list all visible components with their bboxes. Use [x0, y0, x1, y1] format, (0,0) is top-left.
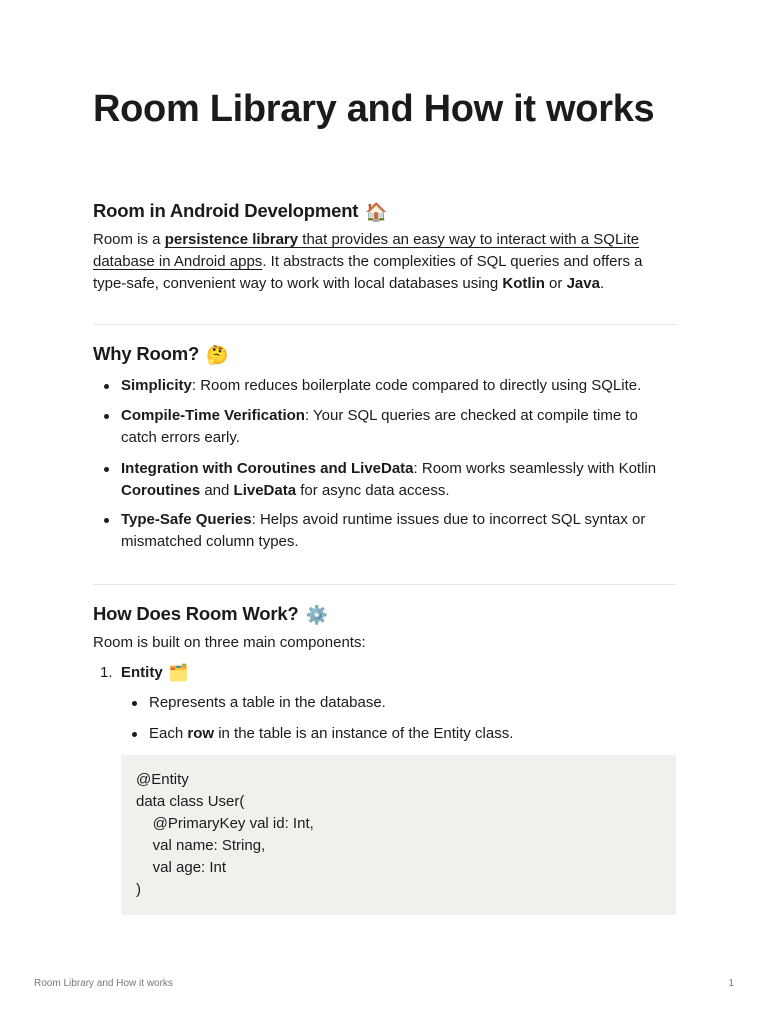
- code-line: val age: Int: [136, 859, 227, 876]
- code-line: @PrimaryKey val id: Int,: [136, 815, 314, 832]
- item-number: 1.: [100, 664, 113, 681]
- list-item: Compile-Time Verification: Your SQL queries are checked at compile time to catch errors early.: [93, 405, 676, 449]
- thinking-emoji-icon: 🤔: [206, 345, 229, 365]
- section-why-room: [93, 341, 676, 553]
- footer-title: Room Library and How it works: [34, 978, 173, 989]
- why-room-list: [93, 375, 676, 553]
- section-how-room-works: [93, 601, 676, 745]
- footer-page-number: 1: [728, 978, 734, 989]
- section-room-in-android: [93, 198, 676, 295]
- section-heading: Room in Android Development 🏠: [93, 200, 388, 222]
- section-divider: [93, 324, 676, 325]
- list-item: Type-Safe Queries: Helps avoid runtime issues due to incorrect SQL syntax or mismatched column types.: [93, 509, 676, 553]
- section-heading: How Does Room Work? ⚙️: [93, 603, 328, 625]
- persistence-library-link[interactable]: persistence library that provides an easy way to interact with a SQLite database in Android apps: [93, 231, 640, 270]
- list-item: Integration with Coroutines and LiveData: Room works seamlessly with Kotlin Coroutines and LiveData for async data access.: [93, 458, 676, 502]
- gear-emoji-icon: ⚙️: [305, 605, 328, 625]
- item-label: Entity: [121, 664, 163, 681]
- numbered-item-entity: [93, 662, 676, 684]
- code-content: [121, 755, 676, 901]
- section-paragraph: Room is a persistence library that provides an easy way to interact with a SQLite database in Android apps. It abstracts the complexities of SQL queries and offers a type-safe, convenient way to work with local databases using Kotlin or Java.: [93, 231, 643, 292]
- code-line: ): [136, 881, 141, 898]
- page-title: Room Library and How it works: [93, 88, 655, 130]
- code-line: data class User(: [136, 793, 245, 810]
- list-item: Represents a table in the database.: [121, 692, 676, 714]
- list-item: Simplicity: Room reduces boilerplate code compared to directly using SQLite.: [93, 375, 676, 397]
- house-emoji-icon: 🏠: [365, 202, 388, 222]
- card-index-dividers-icon: 🗂️: [168, 665, 189, 682]
- entity-sub-list: [93, 692, 676, 745]
- list-item: Each row in the table is an instance of the Entity class.: [121, 723, 676, 745]
- section-divider: [93, 584, 676, 585]
- section-intro: Room is built on three main components:: [93, 634, 366, 651]
- code-line: @Entity: [136, 771, 189, 788]
- code-line: val name: String,: [136, 837, 266, 854]
- section-heading: Why Room? 🤔: [93, 343, 229, 365]
- code-block: [121, 755, 676, 915]
